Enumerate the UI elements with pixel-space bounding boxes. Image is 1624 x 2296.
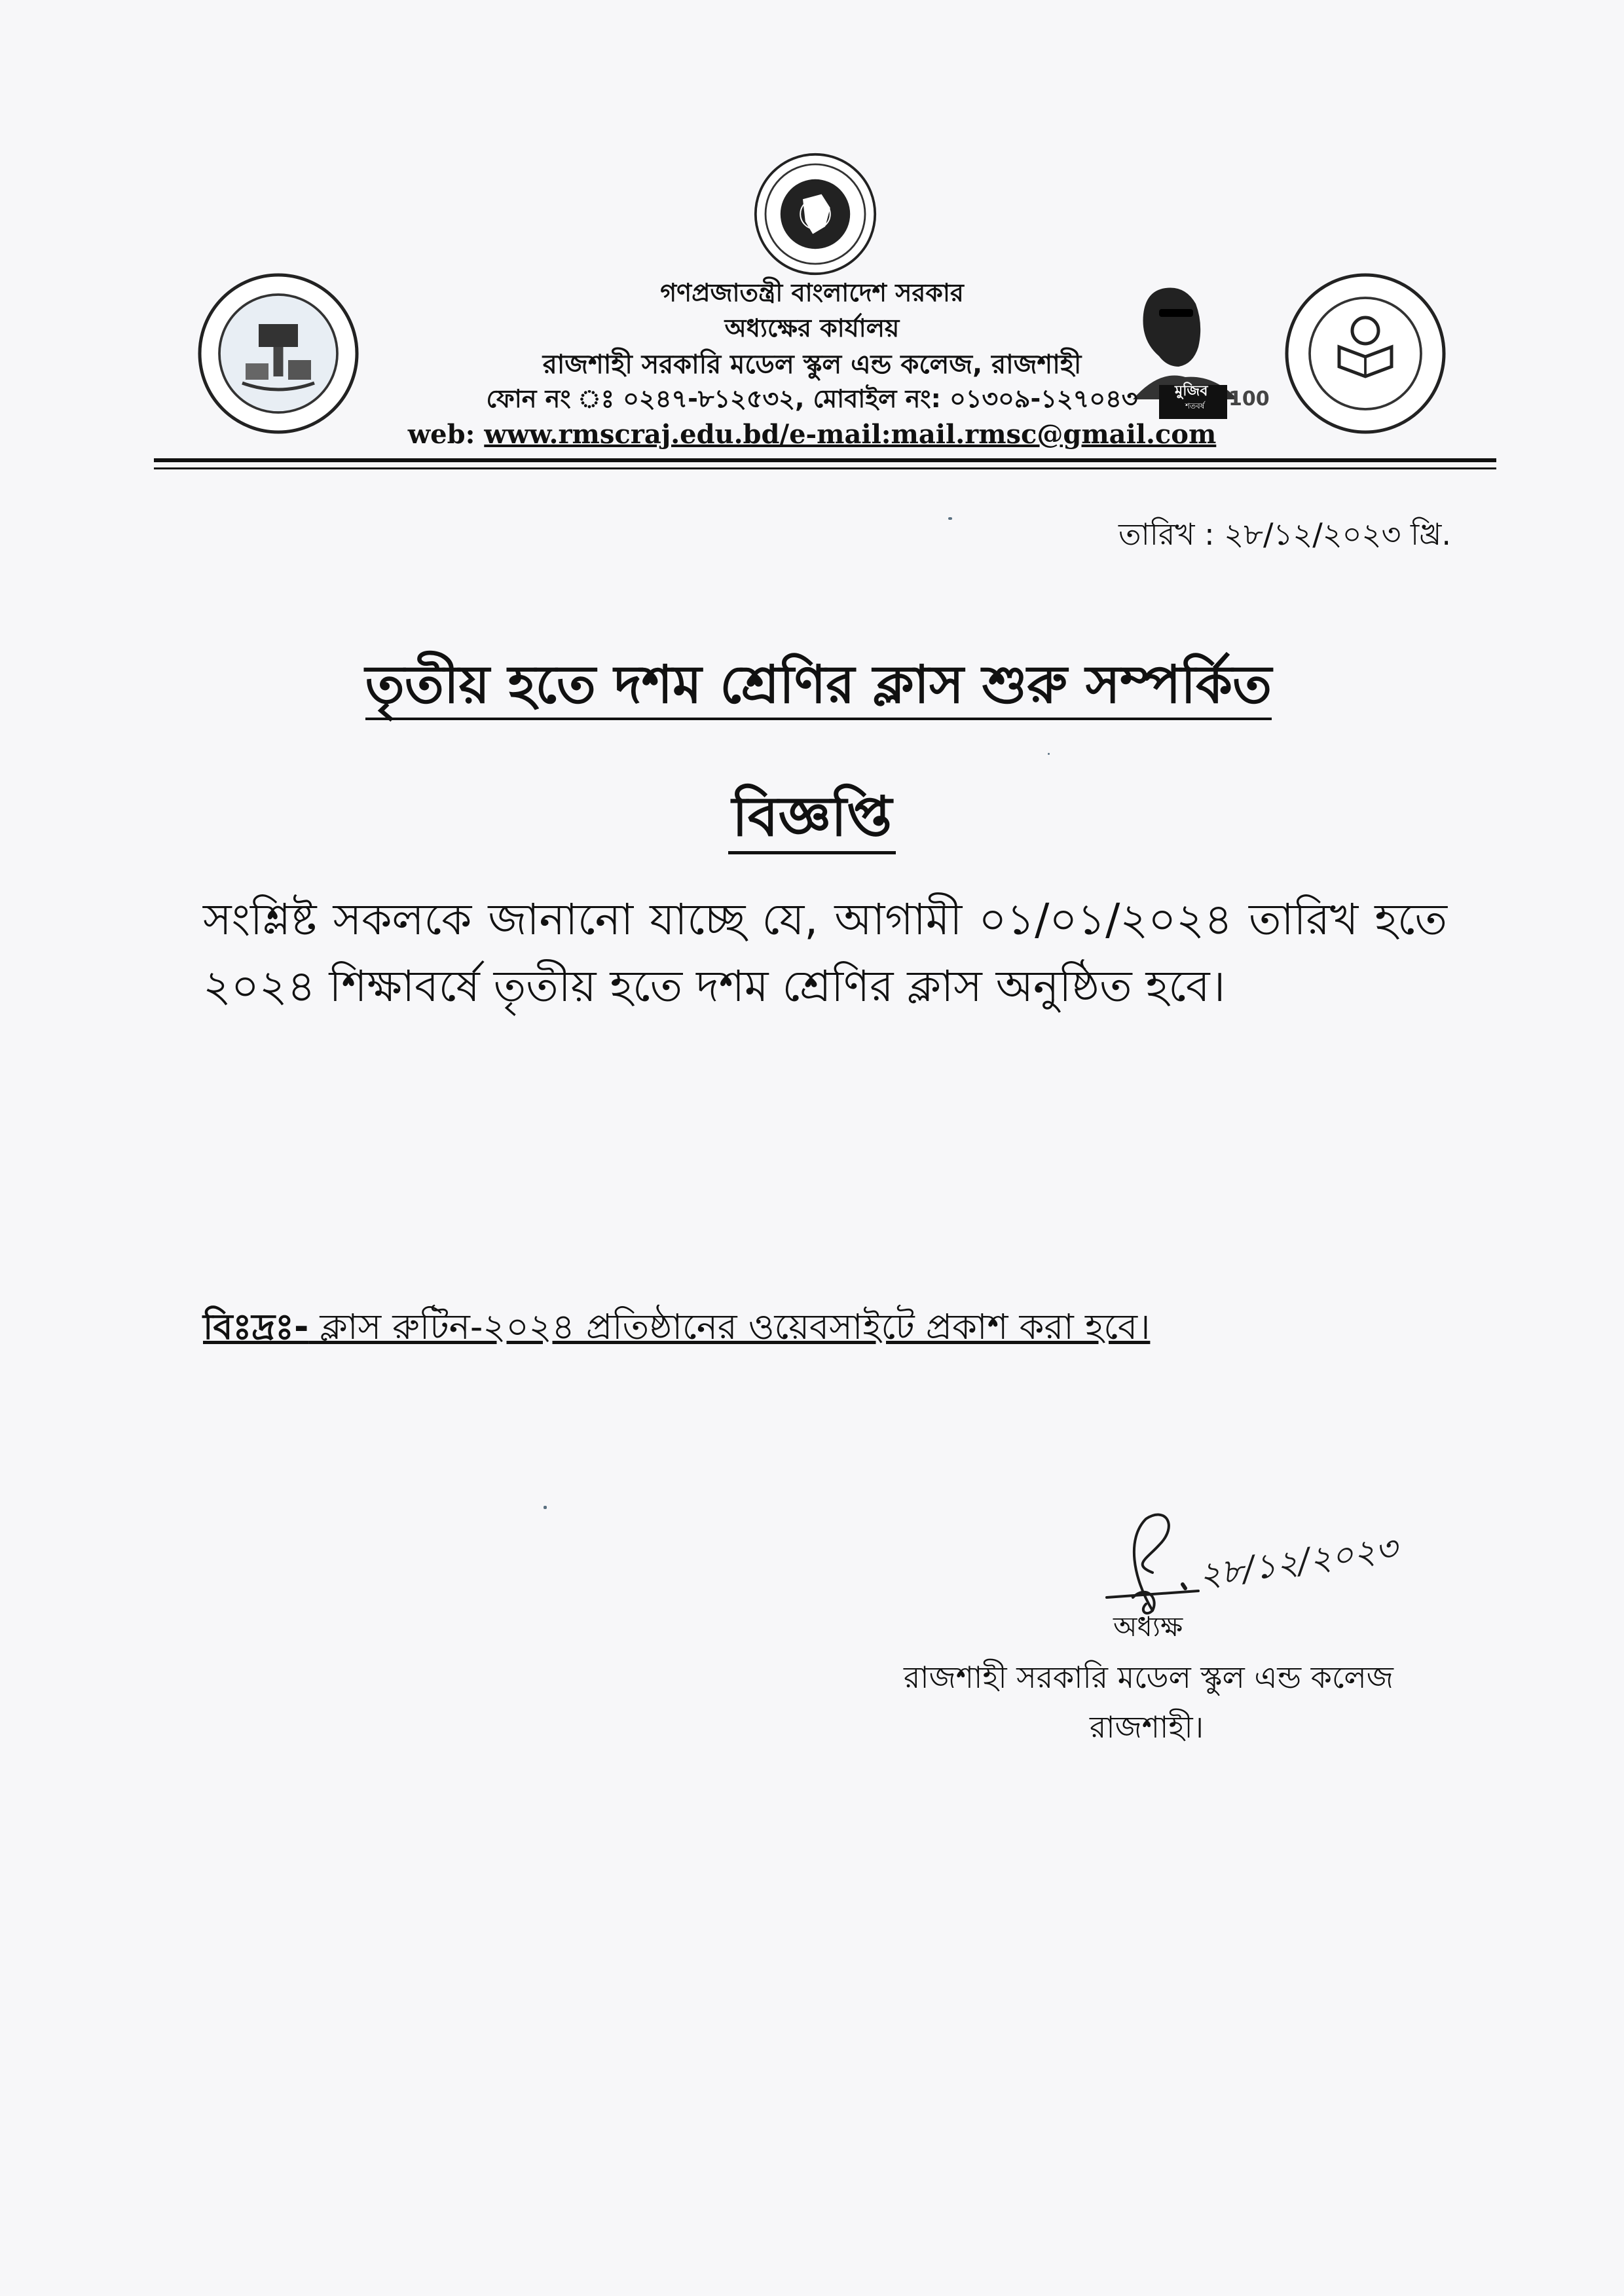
header-divider-thin [154,467,1496,469]
government-name: গণপ্রজাতন্ত্রী বাংলাদেশ সরকার [660,278,964,307]
signatory-institution: রাজশাহী সরকারি মডেল স্কুল এন্ড কলেজ [904,1660,1393,1695]
note-text: ক্লাস রুটিন-২০২৪ প্রতিষ্ঠানের ওয়েবসাইটে প্রকাশ করা হবে। [308,1306,1151,1347]
signatory-city: রাজশাহী। [1090,1709,1204,1745]
office-name: অধ্যক্ষের কার্যালয় [724,314,900,342]
mujib-logo-text: মুজিব [1175,383,1208,399]
notice-heading [0,774,1624,866]
signature-date: ২৮/১২/২০২৩ [1196,1529,1400,1595]
mujib-logo-number: 100 [1228,388,1270,410]
scan-speck [544,1506,547,1509]
notice-title-text: তৃতীয় হতে দশম শ্রেণির ক্লাস শুরু সম্পর্কিত [365,654,1272,720]
web-prefix: web: [407,419,485,450]
notice-body: সংশ্লিষ্ট সকলকে জানানো যাচ্ছে যে, আগামী ০১/০১/২০২৪ তারিখ হতে ২০২৪ শিক্ষাবর্ষে তৃতীয় হতে দশম শ্রেণির ক্লাস অনুষ্ঠিত হবে। [203,894,1447,1012]
mujib-logo-sub: শতবর্ষ [1185,401,1205,410]
institution-name: রাজশাহী সরকারি মডেল স্কুল এন্ড কলেজ, রাজশাহী [542,350,1082,380]
notice-heading-text: বিজ্ঞপ্তি [728,784,896,854]
contact-info: ফোন নং ঃ ০২৪৭-৮১২৫৩২, মোবাইল নং: ০১৩০৯-১২৭০৪৩ [486,384,1138,413]
notice-title [196,649,1441,720]
notice-note [203,1300,1150,1358]
scan-speck [1048,753,1050,755]
government-seal-logo [753,152,877,276]
web-email-link[interactable]: www.rmscraj.edu.bd/e-mail:mail.rmsc@gmail.com [484,419,1217,450]
notice-date: তারিখ : ২৮/১২/২০২৩ খ্রি. [1118,517,1451,552]
web-email-line [0,419,1624,450]
scan-speck [948,517,952,520]
header-divider-thick [154,458,1496,462]
note-label: বিঃদ্রঃ- [203,1306,309,1347]
signatory-title: অধ্যক্ষ [1113,1611,1183,1643]
